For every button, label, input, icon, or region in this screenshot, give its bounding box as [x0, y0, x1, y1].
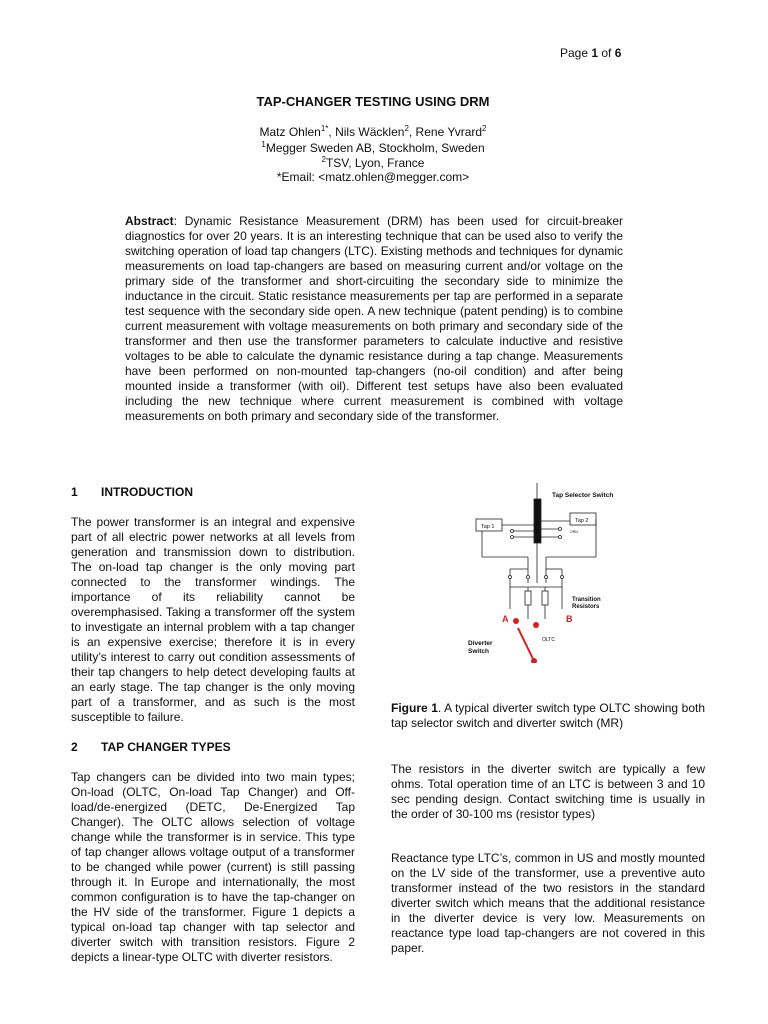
contact-point [511, 536, 514, 539]
right-paragraph-1: The resistors in the diverter switch are typically a few ohms. Total operation time of an LTC is between 3 and 10 sec pending design. Contact switching time is usually in the order of 30-100 ms (resistor types) [391, 762, 705, 821]
section-title: TAP CHANGER TYPES [101, 740, 231, 754]
transition-resistor [542, 591, 548, 605]
author-email: *Email: <matz.ohlen@megger.com> [276, 170, 470, 184]
affiliation-sup: 2 [321, 155, 326, 164]
section-body-2: Tap changers can be divided into two main types; On-load (OLTC, On-load Tap Changer) and Off-load/de-energized (DETC, De-Energized Tap Changer). The OLTC allows selection of voltage change while the transformer is in service. This type of tap changer allows voltage output of a transformer to be changed while power (current) is still passing through it. In Europe and internationally, the most common configuration is to have the tap-changer on the HV side of the transformer. Figure 1 depicts a typical on-load tap changer with tap selector and diverter switch with transition resistors. Figure 2 depicts a linear-type OLTC with diverter resistors. [71, 770, 355, 964]
page-number [560, 46, 621, 60]
author-sup: 2 [482, 124, 487, 133]
affiliation-1 [0, 140, 746, 155]
diverter-contact-a [513, 618, 519, 624]
section-heading-1 [71, 485, 193, 499]
abstract-label: Abstract [125, 214, 174, 228]
label-oltc: OLTC [542, 637, 555, 643]
label-small: ORN [570, 530, 578, 534]
page-current: 1 [591, 46, 599, 60]
contact-point [559, 536, 562, 539]
diverter-contact-arm [518, 628, 534, 661]
section-number: 2 [71, 740, 78, 754]
contact-point [545, 576, 548, 579]
caption-label: Figure 1 [391, 701, 438, 715]
label-b: B [566, 614, 573, 624]
abstract-text: : Dynamic Resistance Measurement (DRM) has been used for circuit-breaker diagnostics for over 20 years. It is an interesting technique that can be used also to verify the switching operation of load tap changers (LTC). Existing methods and techniques for dynamic measurements on load tap-changers are based on measuring current and/or voltage on the primary side of the transformer and short-circuiting the secondary side to minimize the inductance in the circuit. Static resistance measurements per tap are performed in a separate test sequence with the secondary side open. A new technique (patent pending) is to combine current measurement with voltage measurements on both primary and secondary side of the transformer and then use the transformer parameters to calculate inductive and resistive voltages to be able to calculate the dynamic resistance during a tap change. Measurements have been performed on non-mounted tap-changers (no-oil condition) and after being mounted inside a transformer (with oil). Different test setups have also been evaluated including the new technique where current measurement is combined with voltage measurements on both primary and secondary side of the transformer. [125, 214, 623, 423]
label-diverter-1: Diverter [468, 640, 493, 647]
affiliation-sup: 1 [261, 140, 266, 149]
contact-point [527, 576, 530, 579]
label-tap-selector: Tap Selector Switch [552, 492, 614, 499]
contact-point [511, 530, 514, 533]
section-title: INTRODUCTION [101, 485, 193, 499]
figure-1-caption [391, 701, 705, 731]
contact-point [561, 576, 564, 579]
paper-title: TAP-CHANGER TESTING USING DRM [256, 94, 490, 109]
contact-point [509, 576, 512, 579]
label-a: A [502, 614, 509, 624]
section-number: 1 [71, 485, 78, 499]
label-tap1: Tap 1 [481, 524, 495, 530]
author-name: Matz Ohlen [259, 125, 321, 139]
page-prefix: Page [560, 46, 592, 60]
tap-selector-switch-body [534, 499, 541, 543]
label-diverter-2: Switch [468, 648, 489, 655]
author-name: , Rene Yvrard [408, 125, 483, 139]
label-transition-1: Transition [572, 597, 601, 603]
affiliation-2 [0, 155, 746, 170]
abstract [125, 214, 623, 424]
page-of: of [598, 46, 615, 60]
section-body-1: The power transformer is an integral and expensive part of all electric power networks at all levels from generation and transmission down to distribution. The on-load tap changer is the only moving part connected to the transformer windings. The importance of its reliability cannot be overemphasised. Taking a transformer off the system to investigate an internal problem with a tap changer is an expensive exercise; therefore it is in every utility’s interest to carry out condition assessments of their tap changers to help detect developing faults at an early stage. The tap changer is the only moving part of a transformer, and as such is the most susceptible to failure. [71, 515, 355, 724]
caption-text: . A typical diverter switch type OLTC showing both tap selector switch and diverter switch (MR) [391, 701, 705, 730]
author-sup: 2 [404, 124, 409, 133]
contact-point [559, 528, 562, 531]
author-sup: 1* [320, 124, 329, 133]
right-paragraph-2: Reactance type LTC’s, common in US and mostly mounted on the LV side of the transformer, use a preventive auto transformer instead of the two resistors in the standard diverter switch which means that the additional resistance in the diverter device is very low. Measurements on reactance type load tap-changers are not covered in this paper. [391, 851, 705, 955]
section-heading-2 [71, 740, 231, 754]
label-tap2: Tap 2 [575, 518, 589, 524]
diverter-contact-mid [533, 622, 539, 628]
page-total: 6 [614, 46, 622, 60]
affiliation-text: TSV, Lyon, France [325, 156, 425, 170]
affiliation-text: Megger Sweden AB, Stockholm, Sweden [265, 141, 485, 155]
label-transition-2: Resistors [572, 604, 600, 610]
author-line [0, 124, 746, 139]
author-name: , Nils Wäcklen [328, 125, 405, 139]
figure-1-diagram [446, 483, 626, 663]
transition-resistor [525, 591, 531, 605]
